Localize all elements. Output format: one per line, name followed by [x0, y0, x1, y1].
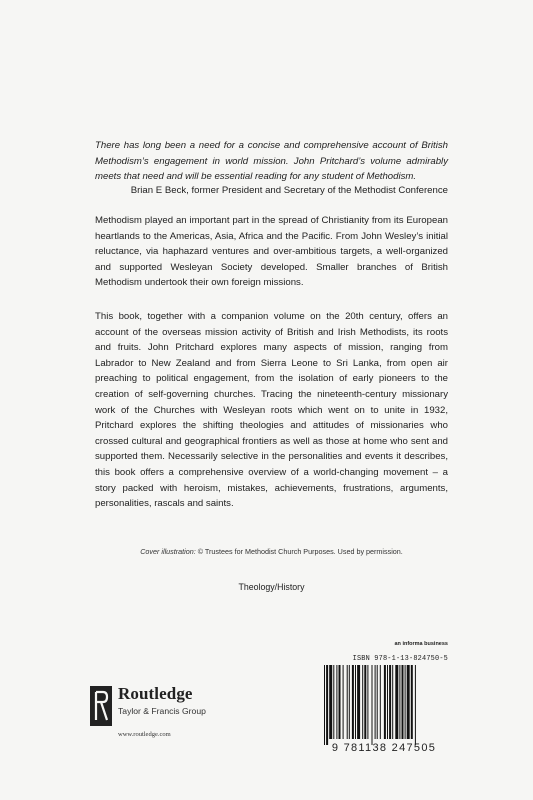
barcode-icon — [320, 665, 448, 745]
isbn-label: ISBN 978-1-13-824750-5 — [352, 655, 448, 663]
routledge-emblem-icon — [90, 686, 112, 726]
informa-tagline: an informa business — [394, 641, 448, 647]
endorsement-quote: There has long been a need for a concise and comprehensive account of British Methodism’s engagement in world mission. John Pritchard’s volume admirably meets that need and will be essential reading for any student of Methodism. — [95, 140, 448, 183]
description-paragraph-2: This book, together with a companion volume on the 20th century, offers an account of the overseas mission activity of British and Irish Methodists, its roots and fruits. John Pritchard explores many aspects of mission, ranging from Labrador to New Zealand and from Sierra Leone to Sri Lanka, from open air preaching to political engagement, from the isolation of early pioneers to the creation of self-governing churches. Tracing the nineteenth-century missionary work of the Churches with Wesleyan roots which went on to unite in 1932, Pritchard explores the shifting theologies and attitudes of missionaries who crossed cultural and geographical frontiers as well as those at home who sent and supported them. Necessarily selective in the personalities and events it describes, this book offers a comprehensive overview of a world-changing movement – a story packed with heroism, mistakes, achievements, frustrations, arguments, personalities, rascals and saints. — [95, 311, 448, 510]
subject-category: Theology/History — [238, 582, 305, 592]
quote-attribution: Brian E Beck, former President and Secretary of the Methodist Conference — [130, 185, 448, 196]
description-paragraph-1: Methodism played an important part in the spread of Christianity from its European heartlands to the Americas, Asia, Africa and the Pacific. From John Wesley’s initial reluctance, via haphazard ventures and over-ambitious targets, a well-organized and supported Wesleyan Society developed. Smaller branches of British Methodism undertook their own foreign missions. — [95, 215, 448, 289]
credit-text: © Trustees for Methodist Church Purposes. Used by permission. — [195, 547, 403, 556]
publisher-url[interactable]: www.routledge.com — [118, 731, 171, 738]
credit-lead: Cover illustration: — [140, 547, 196, 556]
publisher-group: Taylor & Francis Group — [118, 706, 206, 716]
publisher-name: Routledge — [118, 684, 193, 703]
publisher-logo — [90, 686, 250, 746]
barcode-digits: 9 781138 247505 — [331, 742, 437, 754]
cover-illustration-credit — [95, 547, 448, 557]
